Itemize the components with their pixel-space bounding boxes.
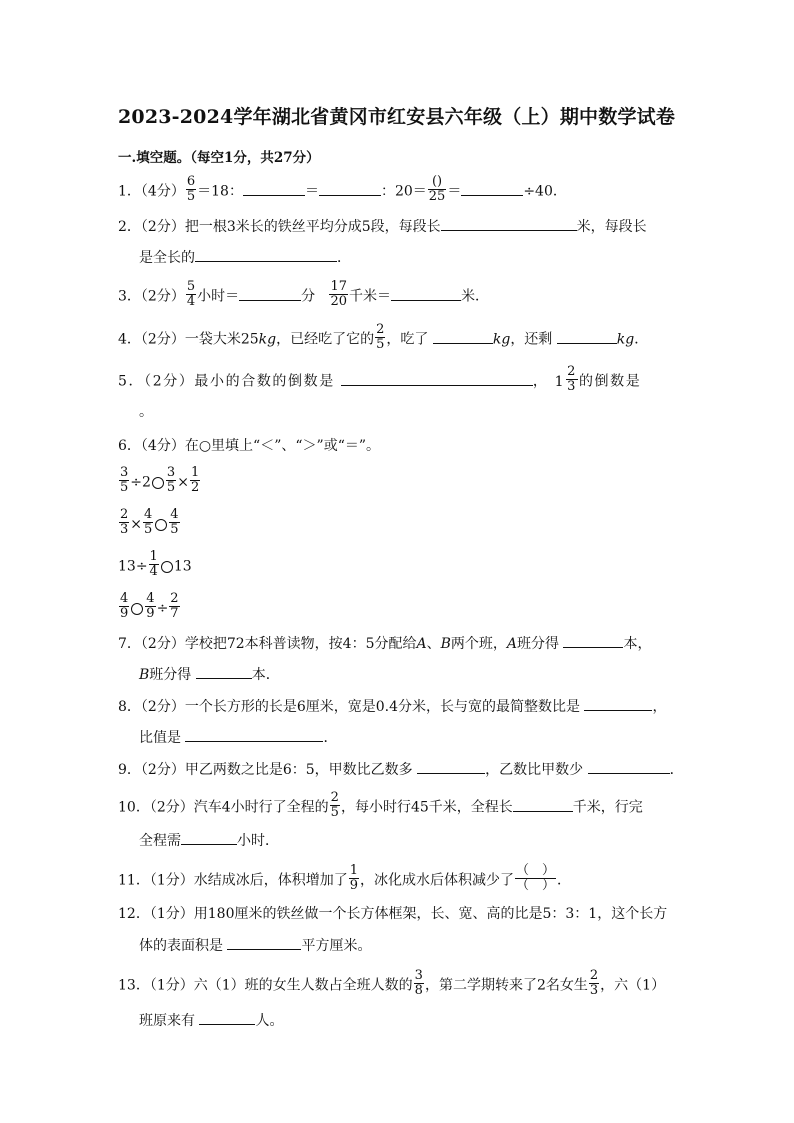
text-run: 千米＝	[349, 288, 392, 305]
text-run: 。	[139, 404, 153, 420]
text-run: B	[440, 636, 451, 652]
fraction	[186, 280, 196, 309]
text-run: 千米，行完	[572, 799, 643, 816]
text-run: （1分）	[149, 977, 194, 994]
text-run: ×	[130, 516, 143, 533]
question-12	[118, 904, 667, 924]
text-run: 7．	[118, 636, 141, 652]
denominator: 2	[190, 480, 200, 495]
question-13	[118, 968, 666, 1000]
text-run: kg	[616, 331, 635, 348]
question-4	[118, 322, 649, 354]
text-run: ，每小时行45千米，全程长	[340, 799, 513, 816]
denominator: 3	[120, 522, 129, 537]
question-8	[118, 696, 666, 717]
text-run: 把一根3米长的铁丝平均分成5段，每段长	[184, 219, 441, 235]
numerator: （ ）	[516, 863, 556, 878]
fraction	[414, 969, 424, 998]
answer-blank[interactable]	[461, 181, 523, 196]
text-run: 13．	[118, 977, 150, 994]
compare-circle[interactable]	[161, 561, 173, 573]
answer-blank[interactable]	[391, 286, 461, 301]
numerator: 2	[120, 507, 129, 522]
text-run: 是全长的	[139, 250, 195, 266]
fraction	[349, 864, 359, 893]
denominator: 5	[186, 189, 196, 204]
answer-blank[interactable]	[433, 329, 493, 344]
fraction	[143, 508, 153, 537]
text-run: （1分）	[149, 906, 194, 922]
text-run: （2分）	[140, 219, 185, 235]
text-run: 体的表面积是	[139, 938, 223, 954]
denominator: 9	[349, 878, 359, 893]
text-run: （2分）	[144, 373, 195, 390]
numerator: 1	[190, 465, 200, 480]
text-run: 水结成冰后，体积增加了	[193, 872, 348, 889]
question-11	[118, 863, 572, 895]
text-run: （1分）	[149, 872, 194, 889]
answer-blank[interactable]	[563, 633, 623, 648]
answer-blank[interactable]	[239, 286, 301, 301]
text-run: 最小的合数的倒数是	[194, 373, 335, 390]
denominator: 5	[170, 522, 179, 537]
answer-fraction[interactable]	[515, 864, 556, 893]
question-continuation	[139, 402, 153, 422]
denominator: （ ）	[516, 878, 556, 893]
text-run: （2分）	[140, 762, 185, 778]
answer-blank[interactable]	[417, 759, 485, 774]
text-run: 本．	[251, 667, 280, 683]
text-run: ，吃了	[386, 331, 429, 348]
mixed-number	[554, 364, 579, 396]
question-continuation	[139, 247, 351, 268]
text-run: 本，	[623, 636, 652, 652]
text-run: 小时＝	[197, 288, 240, 305]
text-run: ＝18：	[197, 183, 243, 200]
answer-blank[interactable]	[584, 696, 652, 711]
text-run: ×	[177, 474, 189, 491]
fraction	[149, 550, 159, 579]
text-run: 汽车4小时行了全程的	[193, 799, 329, 816]
answer-blank[interactable]	[588, 759, 670, 774]
text-run: 、	[426, 636, 441, 652]
denominator: 8	[414, 983, 423, 998]
fraction	[169, 592, 179, 621]
denominator: 4	[186, 294, 196, 309]
denominator: 25	[428, 189, 446, 204]
question-continuation	[139, 830, 279, 851]
answer-blank[interactable]	[199, 1010, 255, 1025]
text-run: （2分）	[140, 636, 185, 652]
text-run: 1．	[118, 183, 141, 200]
denominator: 5	[376, 337, 385, 352]
question-continuation	[139, 664, 280, 685]
text-run: 4．	[118, 331, 141, 348]
fraction	[330, 791, 340, 820]
compare-circle[interactable]	[155, 519, 167, 531]
answer-blank[interactable]	[181, 830, 237, 845]
answer-blank[interactable]	[196, 664, 252, 679]
text-run: ＝	[304, 183, 319, 200]
text-run: B	[139, 667, 150, 683]
fraction	[589, 969, 599, 998]
text-run: 分	[301, 288, 316, 305]
text-run: 的倒数是	[578, 373, 642, 390]
fraction	[329, 280, 348, 309]
text-run: 一袋大米25	[184, 331, 259, 348]
question-3	[118, 279, 490, 311]
text-run: 甲乙两数之比是6：5，甲数比乙数多	[184, 762, 413, 778]
text-run: ．	[557, 872, 572, 889]
text-run: 小时．	[237, 833, 279, 849]
text-run: 5．	[118, 373, 145, 390]
numerator: 3	[414, 968, 423, 983]
numerator: 3	[166, 465, 176, 480]
text-run: A	[416, 636, 427, 652]
text-run: ．	[634, 331, 649, 348]
text-run: A	[506, 636, 518, 652]
text-run: 在○里填上“＜”、“＞”或“＝”。	[184, 438, 381, 454]
text-run: （2分）	[140, 699, 185, 715]
denominator: 7	[170, 606, 179, 621]
question-continuation	[139, 1010, 283, 1031]
text-run: （4分）	[140, 183, 185, 200]
denominator: 3	[567, 379, 577, 394]
text-run: 用180厘米的铁丝做一个长方体框架，长、宽、高的比是5：3：1，这个长方	[193, 906, 668, 922]
compare-circle[interactable]	[152, 477, 164, 489]
text-run: ＝	[447, 183, 462, 200]
fraction	[119, 466, 129, 495]
text-run: ÷40．	[523, 183, 567, 200]
text-run: 比值是	[139, 730, 181, 746]
numerator: 3	[120, 465, 129, 480]
fraction	[119, 508, 129, 537]
numerator: 17	[330, 279, 348, 294]
text-run: 2．	[118, 219, 141, 235]
text-run: ，冰化成水后体积减少了	[360, 872, 515, 889]
text-run: ，第二学期转来了2名女生	[424, 977, 588, 994]
text-run: ，六（1）	[600, 977, 666, 994]
numerator: 4	[120, 591, 129, 606]
denominator: 9	[120, 606, 129, 621]
numerator: 1	[349, 863, 359, 878]
answer-blank[interactable]	[341, 371, 533, 386]
text-run: kg	[258, 331, 277, 348]
text-run: ，乙数比甲数少	[485, 762, 584, 778]
fraction	[566, 365, 578, 394]
answer-blank[interactable]	[319, 181, 381, 196]
text-run: ．	[669, 762, 684, 778]
fraction	[145, 592, 155, 621]
text-run: ，还剩	[510, 331, 553, 348]
fraction	[169, 508, 179, 537]
text-run: kg	[492, 331, 511, 348]
page-title: 2023-2024学年湖北省黄冈市红安县六年级（上）期中数学试卷	[118, 106, 676, 128]
text-run: 人。	[255, 1013, 284, 1029]
text-run: 9．	[118, 762, 141, 778]
fraction	[190, 466, 200, 495]
text-run: 班原来有	[139, 1013, 195, 1029]
text-run: 6．	[118, 438, 141, 454]
text-run: ÷	[156, 600, 169, 617]
text-run: 两个班，	[450, 636, 507, 652]
text-run: （2分）	[140, 288, 185, 305]
text-run: ．	[337, 250, 351, 266]
text-run: 13÷	[118, 558, 148, 575]
fraction	[166, 466, 176, 495]
text-run: ．	[323, 730, 338, 746]
numerator: 5	[186, 279, 196, 294]
text-run: 平方厘米。	[301, 938, 372, 954]
text-run: 3．	[118, 288, 141, 305]
denominator: 5	[330, 805, 339, 820]
numerator: 2	[567, 364, 577, 379]
question-2	[118, 216, 647, 237]
denominator: 20	[330, 294, 348, 309]
numerator: 4	[146, 591, 155, 606]
fraction	[119, 592, 129, 621]
numerator: 2	[330, 790, 339, 805]
fraction	[428, 175, 447, 204]
fraction	[375, 323, 385, 352]
answer-blank[interactable]	[185, 727, 323, 742]
text-run: ，	[532, 373, 549, 390]
answer-blank[interactable]	[243, 181, 305, 196]
question-continuation	[139, 935, 371, 956]
text-run: 米．	[461, 288, 490, 305]
numerator: 1	[149, 549, 158, 564]
answer-blank[interactable]	[227, 935, 301, 950]
text-run: （2分）	[149, 799, 194, 816]
answer-blank[interactable]	[513, 797, 573, 812]
text-run: ：20＝	[380, 183, 427, 200]
question-1	[118, 174, 567, 206]
numerator: 2	[170, 591, 179, 606]
numerator: 2	[376, 322, 385, 337]
answer-blank[interactable]	[441, 216, 577, 231]
compare-row-4	[118, 591, 181, 623]
text-run: 学校把72本科普读物，按4：5分配给	[184, 636, 417, 652]
text-run: ，	[652, 699, 667, 715]
text-run: ÷2	[130, 474, 151, 491]
text-run: 12．	[118, 906, 150, 922]
denominator: 5	[166, 480, 176, 495]
section-heading: 一.填空题。（每空1分，共27分）	[118, 150, 320, 166]
text-run: 13	[173, 558, 192, 575]
question-9	[118, 759, 684, 780]
compare-row-3	[118, 549, 192, 581]
text-run: 1	[554, 373, 566, 390]
compare-row-2	[118, 507, 181, 539]
denominator: 4	[149, 564, 158, 579]
denominator: 5	[144, 522, 153, 537]
text-run: ，已经吃了它的	[276, 331, 375, 348]
numerator: 2	[589, 968, 599, 983]
answer-blank[interactable]	[557, 329, 617, 344]
question-6	[118, 436, 380, 456]
text-run: 一个长方形的长是6厘米，宽是0.4分米，长与宽的最简整数比是	[184, 699, 581, 715]
numerator: ()	[431, 174, 443, 189]
numerator: 6	[186, 174, 196, 189]
answer-blank[interactable]	[195, 247, 337, 262]
text-run: 10．	[118, 799, 150, 816]
text-run: 六（1）班的女生人数占全班人数的	[193, 977, 413, 994]
denominator: 3	[589, 983, 599, 998]
numerator: 4	[144, 507, 153, 522]
compare-circle[interactable]	[131, 603, 143, 615]
fraction	[186, 175, 196, 204]
text-run: （2分）	[140, 331, 185, 348]
compare-row-1	[118, 465, 201, 497]
denominator: 9	[146, 606, 155, 621]
question-10	[118, 790, 643, 822]
text-run: 班分得	[149, 667, 192, 683]
denominator: 5	[120, 480, 129, 495]
text-run: 11．	[118, 872, 150, 889]
text-run: 全程需	[139, 833, 181, 849]
text-run: 班分得	[517, 636, 560, 652]
question-continuation	[139, 727, 337, 748]
text-run: （4分）	[140, 438, 185, 454]
text-run: 8．	[118, 699, 141, 715]
question-5	[118, 364, 642, 396]
question-7	[118, 633, 651, 654]
numerator: 4	[170, 507, 179, 522]
text-run: 米，每段长	[576, 219, 647, 235]
